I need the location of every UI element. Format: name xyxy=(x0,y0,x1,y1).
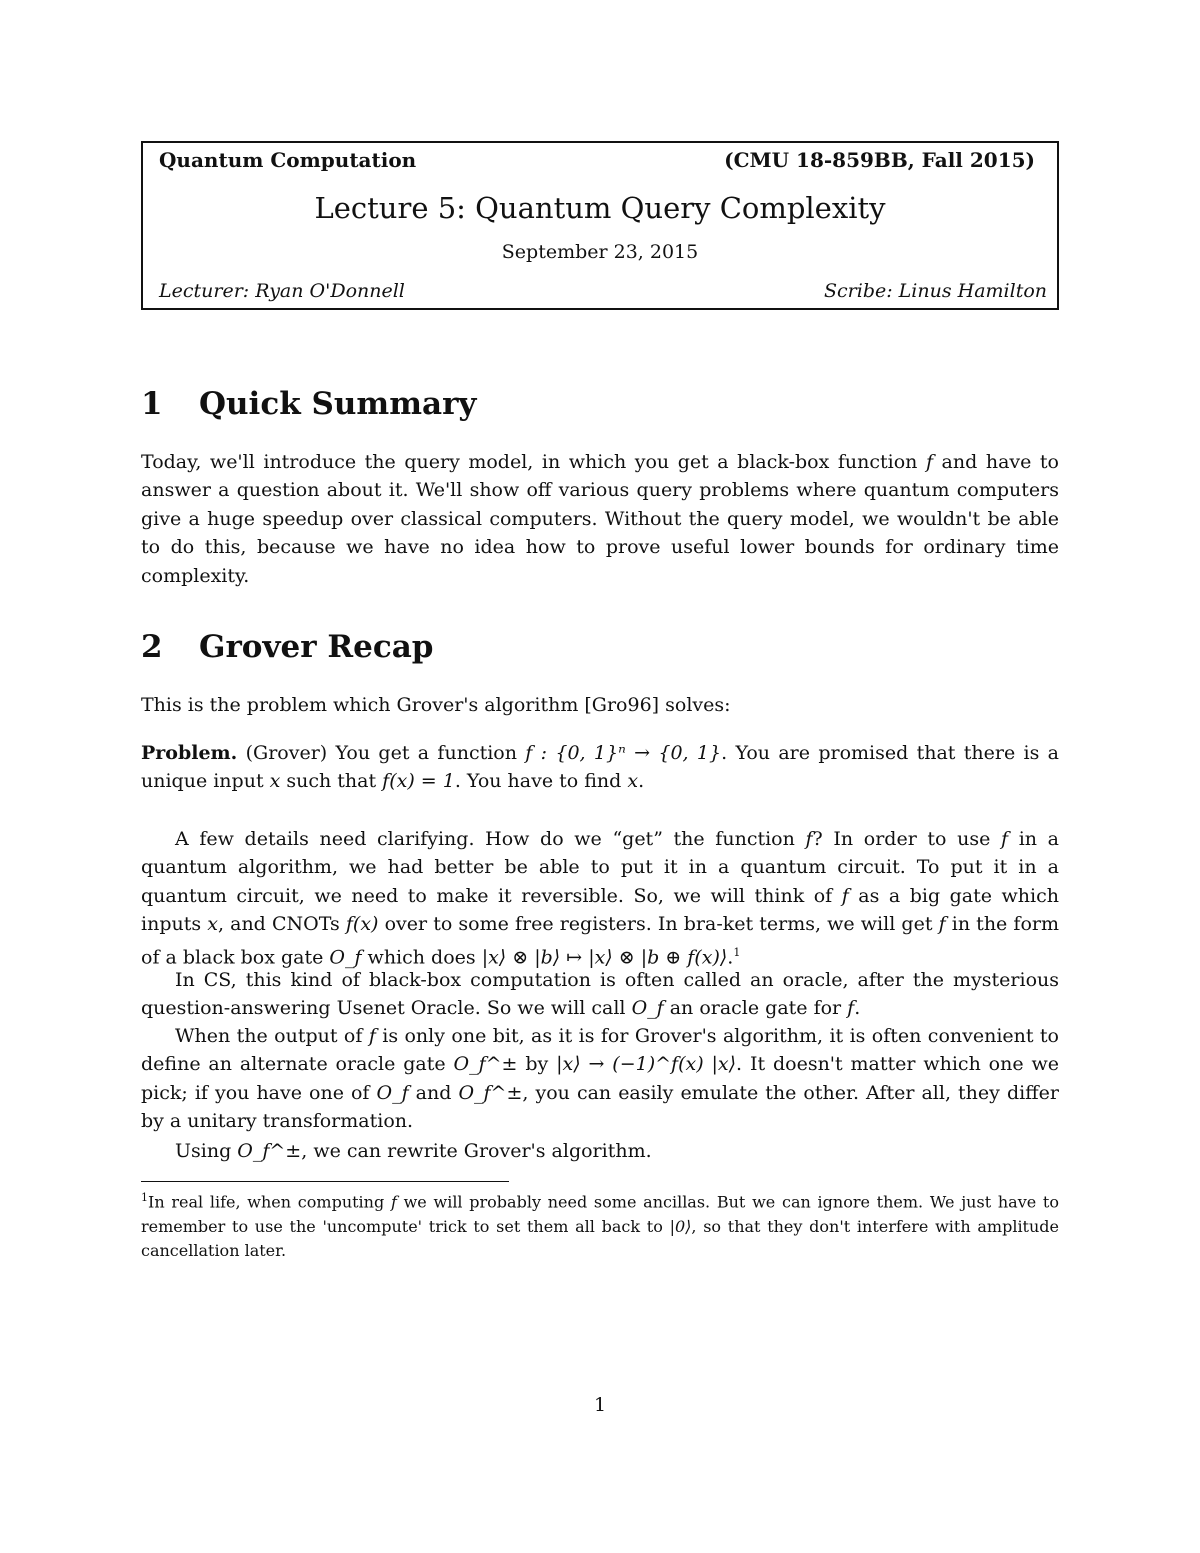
course-name: Quantum Computation xyxy=(159,148,417,172)
alternate-oracle-paragraph: When the output of f is only one bit, as it is for Grover's algorithm, it is often convenient to define an alternate oracle gate O_f^± by |x⟩ → (−1)^f(x) |x⟩. It doesn't matter which one we pick; if you have one of O_f and O_f^±, you can easily emulate the other. After all, they differ by a unitary transformation. xyxy=(141,1025,1060,1133)
footnote: $^1$In real life, when computing f we will probably need some ancillas. But we can ignore them. We just have to remember to use the 'uncompute' trick to set them all back to |0⟩, so that they don't interfere with amplitude cancellation later. xyxy=(141,1191,1060,1261)
oracle-cs-paragraph: In CS, this kind of black-box computation is often called an oracle, after the mysterious question-answering Usenet Oracle. So we will call O_f an oracle gate for f. xyxy=(141,969,1059,1020)
oracle-paragraph: A few details need clarifying. How do we “get” the function f? In order to use f in a quantum algorithm, we had better be able to put it in a quantum circuit. To put it in a quantum circuit, we need to make it reversible. So, we will think of f as a big gate which inputs x, and CNOTs f(x) over to some free registers. In bra-ket terms, we will get f in the form of a black box gate O_f which does |x⟩ ⊗ |b⟩ ↦ |x⟩ ⊗ |b ⊕ f(x)⟩.$^1$ xyxy=(141,828,1059,968)
scribe: Scribe: Linus Hamilton xyxy=(824,280,1047,302)
lecture-title: Lecture 5: Quantum Query Complexity xyxy=(314,191,886,225)
section-number: 1 xyxy=(141,386,163,422)
footnote-ref[interactable]: 1 xyxy=(733,945,741,959)
summary-paragraph: Today, we'll introduce the query model, in which you get a black-box function f and have to answer a question about it. We'll show off various query problems where quantum computers give a huge speedup over classical computers. Without the query model, we wouldn't be able to do this, because we have no idea how to prove useful lower bounds for ordinary time complexity. xyxy=(141,451,1059,587)
rewrite-paragraph: Using O_f^±, we can rewrite Grover's algorithm. xyxy=(175,1140,652,1162)
problem-label: Problem. xyxy=(141,742,238,764)
section-heading-1 xyxy=(141,386,476,422)
section-heading-2 xyxy=(141,629,433,665)
section-title: Quick Summary xyxy=(199,386,477,422)
lecture-date: September 23, 2015 xyxy=(501,241,699,263)
problem-statement: Problem. (Grover) You get a function f : {0, 1}ⁿ → {0, 1}. You are promised that there is a unique input x such that f(x) = 1. You have to find x. xyxy=(141,742,1060,793)
lecture-header-box xyxy=(141,141,1059,310)
section-number: 2 xyxy=(141,629,163,665)
grover-intro: This is the problem which Grover's algorithm [Gro96] solves: xyxy=(141,694,731,716)
lecturer: Lecturer: Ryan O'Donnell xyxy=(159,280,405,302)
course-term: (CMU 18-859BB, Fall 2015) xyxy=(724,148,1035,172)
footnote-rule xyxy=(141,1181,509,1182)
footnote-mark: 1 xyxy=(141,1191,148,1204)
section-title: Grover Recap xyxy=(199,629,434,665)
page-number: 1 xyxy=(593,1394,607,1416)
